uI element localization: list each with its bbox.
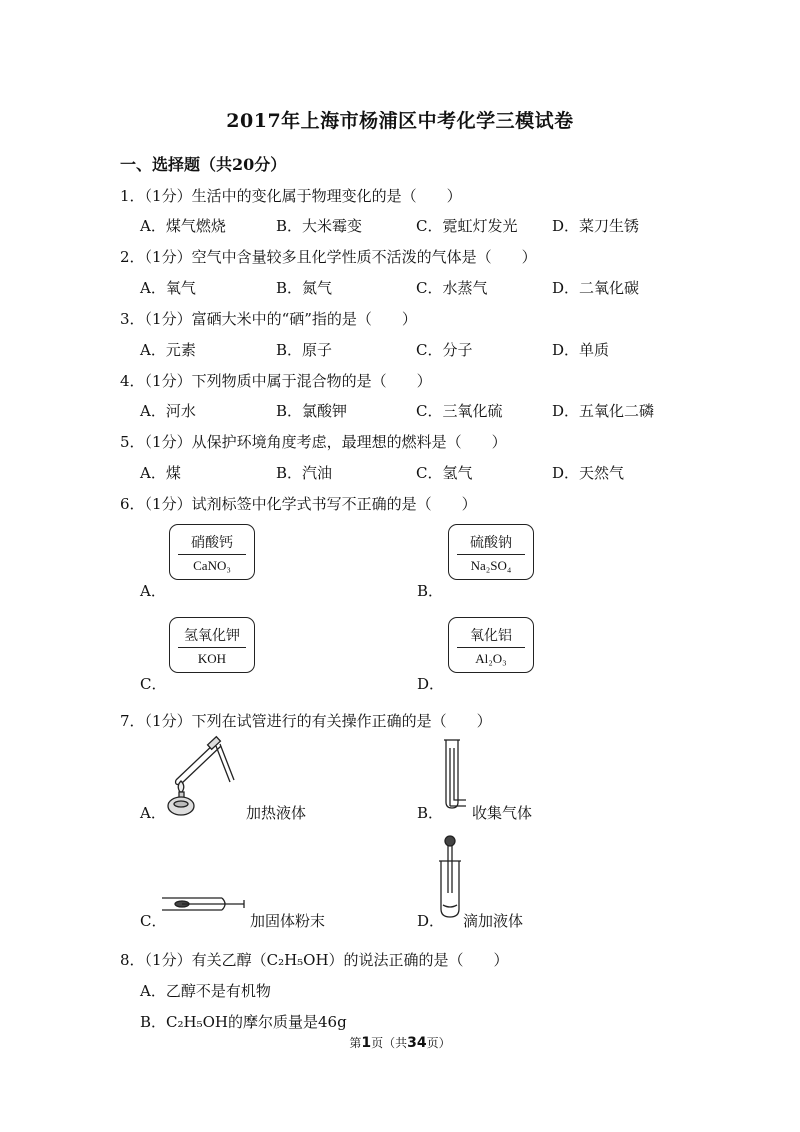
question-score: （1分） — [144, 495, 192, 513]
question-text: 有关乙醇（C₂H₅OH）的说法正确的是（ ） — [191, 951, 509, 969]
question-1 — [120, 185, 462, 206]
question-number: 8． — [120, 951, 145, 969]
option-d-caption: 滴加液体 — [463, 912, 524, 930]
reagent-name: 硫酸钠 — [470, 535, 512, 551]
option-a-letter: A． — [140, 804, 166, 822]
label-divider — [178, 647, 246, 648]
option-d: D．二氧化碳 — [552, 279, 640, 297]
question-score: （1分） — [144, 712, 192, 730]
question-number: 2． — [120, 248, 145, 266]
footer-prefix: 第 — [349, 1036, 362, 1050]
collecting-gas-diagram — [440, 738, 470, 818]
option-d: D．五氧化二磷 — [552, 402, 655, 420]
option-b: B．氮气 — [276, 279, 333, 297]
question-text: 从保护环境角度考虑，最理想的燃料是（ ） — [191, 433, 507, 451]
question-score: （1分） — [144, 310, 192, 328]
label-divider — [178, 554, 246, 555]
option-b-letter: B． — [417, 582, 444, 600]
question-number: 7． — [120, 712, 145, 730]
reagent-name: 硝酸钙 — [191, 535, 233, 551]
option-a: A．煤 — [140, 464, 181, 482]
heating-liquid-diagram — [160, 738, 240, 818]
footer-middle: 页（共 — [371, 1036, 408, 1050]
page-footer — [0, 1034, 800, 1051]
question-text: 下列在试管进行的有关操作正确的是（ ） — [191, 712, 492, 730]
reagent-name: 氢氧化钾 — [184, 628, 240, 644]
option-b: B．汽油 — [276, 464, 333, 482]
option-a: A．河水 — [140, 402, 196, 420]
question-text: 生活中的变化属于物理变化的是（ ） — [191, 187, 462, 205]
option-b-letter: B． — [417, 804, 444, 822]
adding-powder-diagram — [160, 892, 250, 916]
label-divider — [457, 647, 525, 648]
option-a: A．元素 — [140, 341, 196, 359]
option-c-caption: 加固体粉末 — [250, 912, 326, 930]
section-heading: 一、选择题（共20分） — [120, 155, 287, 174]
reagent-formula: KOH — [197, 651, 227, 666]
option-b-caption: 收集气体 — [472, 804, 533, 822]
label-divider — [457, 554, 525, 555]
footer-suffix: 页） — [426, 1036, 451, 1050]
reagent-label-d — [448, 617, 534, 673]
option-b: B．原子 — [276, 341, 333, 359]
option-d-letter: D． — [417, 675, 445, 693]
option-c-letter: C． — [140, 912, 167, 930]
question-2 — [120, 246, 537, 267]
option-c: C．氢气 — [416, 464, 473, 482]
question-score: （1分） — [144, 372, 192, 390]
question-text: 试剂标签中化学式书写不正确的是（ ） — [191, 495, 477, 513]
question-number: 5． — [120, 433, 145, 451]
question-text: 富硒大米中的“硒”指的是（ ） — [191, 310, 417, 328]
option-c: C．分子 — [416, 341, 473, 359]
option-a: A．氧气 — [140, 279, 196, 297]
total-page-number: 34 — [407, 1035, 427, 1051]
reagent-label-b — [448, 524, 534, 580]
question-number: 1． — [120, 187, 145, 205]
question-text: 空气中含量较多且化学性质不活泼的气体是（ ） — [191, 248, 537, 266]
option-a-letter: A． — [140, 582, 166, 600]
option-d-letter: D． — [417, 912, 445, 930]
question-number: 3． — [120, 310, 145, 328]
question-4 — [120, 370, 432, 391]
option-a: A．乙醇不是有机物 — [140, 982, 271, 1000]
question-3 — [120, 308, 417, 329]
question-number: 4． — [120, 372, 145, 390]
option-c: C．霓虹灯发光 — [416, 217, 518, 235]
option-d: D．菜刀生锈 — [552, 217, 640, 235]
question-score: （1分） — [144, 433, 192, 451]
question-text: 下列物质中属于混合物的是（ ） — [191, 372, 432, 390]
reagent-label-c — [169, 617, 255, 673]
option-a: A．煤气燃烧 — [140, 217, 226, 235]
option-b: B．大米霉变 — [276, 217, 363, 235]
question-score: （1分） — [144, 187, 192, 205]
question-7 — [120, 710, 492, 731]
reagent-name: 氧化铝 — [470, 628, 512, 644]
reagent-formula: Al₂O₃ — [475, 651, 507, 666]
option-b: B．C₂H₅OH的摩尔质量是46g — [140, 1013, 347, 1031]
reagent-formula: CaNO₃ — [193, 558, 231, 573]
option-d: D．天然气 — [552, 464, 625, 482]
option-c: C．水蒸气 — [416, 279, 488, 297]
exam-title: 2017年上海市杨浦区中考化学三模试卷 — [226, 110, 574, 132]
question-6 — [120, 493, 477, 514]
option-a-caption: 加热液体 — [246, 804, 307, 822]
question-5 — [120, 431, 507, 452]
question-score: （1分） — [144, 248, 192, 266]
option-c-letter: C． — [140, 675, 167, 693]
option-c: C．三氧化硫 — [416, 402, 503, 420]
reagent-label-a — [169, 524, 255, 580]
current-page-number: 1 — [361, 1035, 372, 1051]
option-d: D．单质 — [552, 341, 610, 359]
question-number: 6． — [120, 495, 145, 513]
question-8 — [120, 949, 509, 970]
reagent-formula: Na₂SO₄ — [470, 558, 512, 573]
option-b: B．氯酸钾 — [276, 402, 348, 420]
question-score: （1分） — [144, 951, 192, 969]
